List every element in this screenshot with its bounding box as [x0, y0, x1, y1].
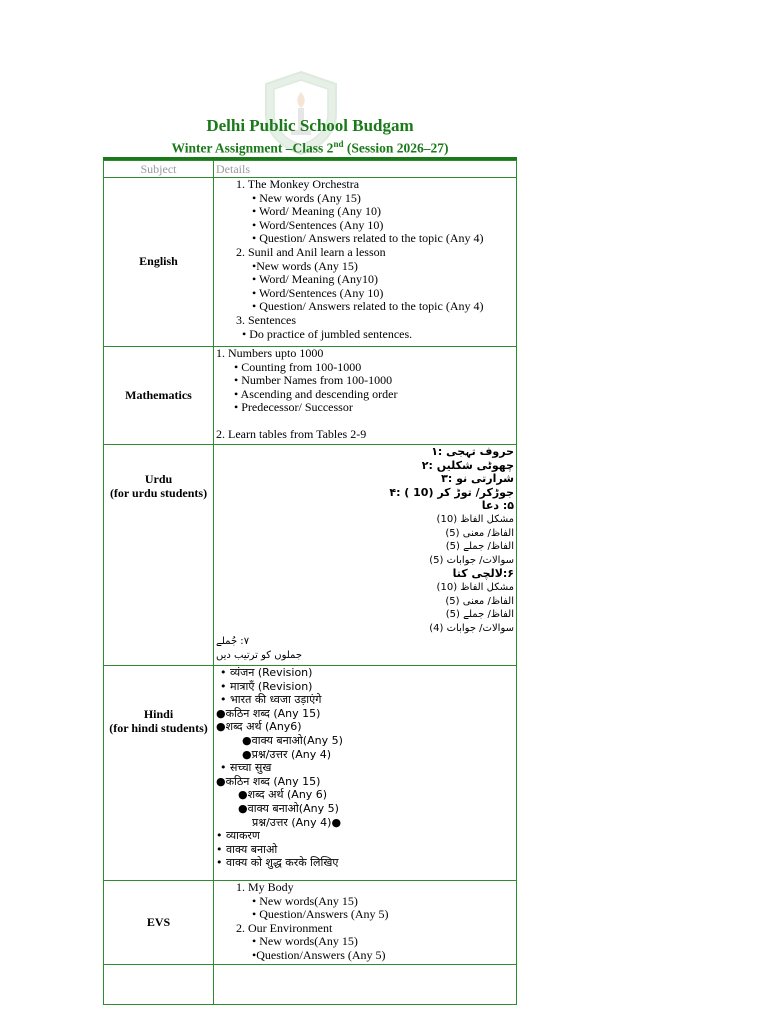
- table-row-mathematics: [104, 347, 517, 445]
- list-item: • Word/ Meaning (Any 10): [252, 204, 381, 219]
- list-item: • वाक्य को शुद्ध करके लिखिए: [216, 856, 339, 870]
- table-row-hindi: [104, 666, 517, 881]
- list-item: प्रश्न/उत्तर (Any 4)●: [252, 815, 342, 829]
- school-name: Delhi Public School Budgam: [206, 116, 414, 135]
- list-item: • व्याकरण: [216, 829, 260, 843]
- details-english: [214, 178, 517, 347]
- list-item: مشکل الفاظ (10): [436, 581, 514, 593]
- table-row-english: [104, 178, 517, 347]
- list-item: •Question/Answers (Any 5): [252, 947, 386, 962]
- list-item: • Word/Sentences (Any 10): [252, 285, 384, 300]
- subject-evs: EVS: [104, 881, 214, 965]
- list-item: • Word/ Meaning (Any10): [252, 272, 378, 287]
- subject-urdu: Urdu (for urdu students): [104, 445, 214, 666]
- list-item: ۷: جُملے: [216, 636, 250, 648]
- list-item: • सच्चा सुख: [220, 761, 272, 775]
- subject-english: English: [104, 178, 214, 347]
- details-evs: [214, 881, 517, 965]
- list-item: ●शब्द अर्थ (Any 6): [238, 788, 328, 802]
- list-item: 2. Learn tables from Tables 2-9: [216, 426, 367, 441]
- list-item: ۵: دعا: [481, 499, 514, 513]
- list-item: شرارتی نو :۳: [441, 472, 514, 486]
- list-item: الفاظ/ جملے (5): [445, 541, 514, 553]
- column-header-subject: Subject: [104, 161, 214, 178]
- list-item: • वाक्य बनाओ: [216, 842, 278, 856]
- list-item: • भारत की ध्वजा उड़ाएंगे: [220, 693, 322, 707]
- empty-cell: [214, 965, 517, 1005]
- list-item: • Predecessor/ Successor: [234, 400, 353, 415]
- list-item: • Question/ Answers related to the topic (Any 4): [252, 231, 484, 246]
- list-item: • Ascending and descending order: [234, 386, 398, 401]
- table-row-evs: [104, 881, 517, 965]
- list-item: حروف تہجی :۱: [431, 445, 514, 458]
- table-header-row: [104, 161, 517, 178]
- list-item: ●प्रश्न/उत्तर (Any 4): [242, 747, 332, 761]
- assignment-table: [103, 160, 517, 1005]
- list-item: • Word/Sentences (Any 10): [252, 217, 384, 232]
- list-item: ●वाक्य बनाओ(Any 5): [238, 801, 339, 815]
- column-header-details: Details: [214, 161, 517, 178]
- list-item: ●कठिन शब्द (Any 15): [216, 774, 321, 788]
- list-item: •New words (Any 15): [252, 258, 358, 273]
- table-row-empty: [104, 965, 517, 1005]
- list-item: ●वाक्य बनाओ(Any 5): [242, 733, 343, 747]
- list-item: 1. My Body: [236, 880, 294, 894]
- list-item: • Question/ Answers related to the topic (Any 4): [252, 299, 484, 314]
- list-item: جوڑکر/ توڑ کر (10 ) :۴: [389, 485, 514, 499]
- list-item: ۶:لالچی کتا: [452, 567, 514, 581]
- details-hindi: [214, 666, 517, 881]
- list-item: • Do practice of jumbled sentences.: [242, 326, 413, 341]
- list-item: 2. Sunil and Anil learn a lesson: [236, 244, 386, 259]
- list-item: جملوں کو ترتیب دیں: [216, 649, 303, 661]
- list-item: • New words (Any 15): [252, 190, 361, 205]
- assignment-title: Winter Assignment –Class 2nd (Session 2026–27): [171, 139, 449, 156]
- list-item: الفاظ/ جملے (5): [445, 609, 514, 621]
- list-item: • New words(Any 15): [252, 893, 358, 908]
- list-item: الفاظ/ معنی (5): [445, 595, 514, 607]
- list-item: ●कठिन शब्द (Any 15): [216, 706, 321, 720]
- list-item: 1. Numbers upto 1000: [216, 346, 324, 360]
- details-urdu: [214, 445, 517, 666]
- table-row-urdu: [104, 445, 517, 666]
- list-item: مشکل الفاظ (10): [436, 513, 514, 525]
- list-item: • Question/Answers (Any 5): [252, 907, 389, 922]
- list-item: • व्यंजन (Revision): [220, 666, 313, 679]
- list-item: 3. Sentences: [236, 312, 296, 327]
- subject-mathematics: Mathematics: [104, 347, 214, 445]
- list-item: • New words(Any 15): [252, 934, 358, 949]
- list-item: 2. Our Environment: [236, 920, 333, 935]
- list-item: 1. The Monkey Orchestra: [236, 177, 360, 191]
- empty-cell: [104, 965, 214, 1005]
- subject-hindi: Hindi (for hindi students): [104, 666, 214, 881]
- list-item: سوالات/ جوابات (4): [429, 622, 514, 634]
- list-item: ●शब्द अर्थ (Any6): [216, 720, 302, 734]
- details-mathematics: [214, 347, 517, 445]
- list-item: • Counting from 100-1000: [234, 359, 362, 374]
- list-item: • मात्राएँ (Revision): [220, 679, 313, 693]
- list-item: • Number Names from 100-1000: [234, 373, 393, 388]
- list-item: چھوٹی شکلیں :۲: [421, 458, 514, 472]
- list-item: سوالات/ جوابات (5): [429, 554, 514, 566]
- list-item: الفاظ/ معنی (5): [445, 527, 514, 539]
